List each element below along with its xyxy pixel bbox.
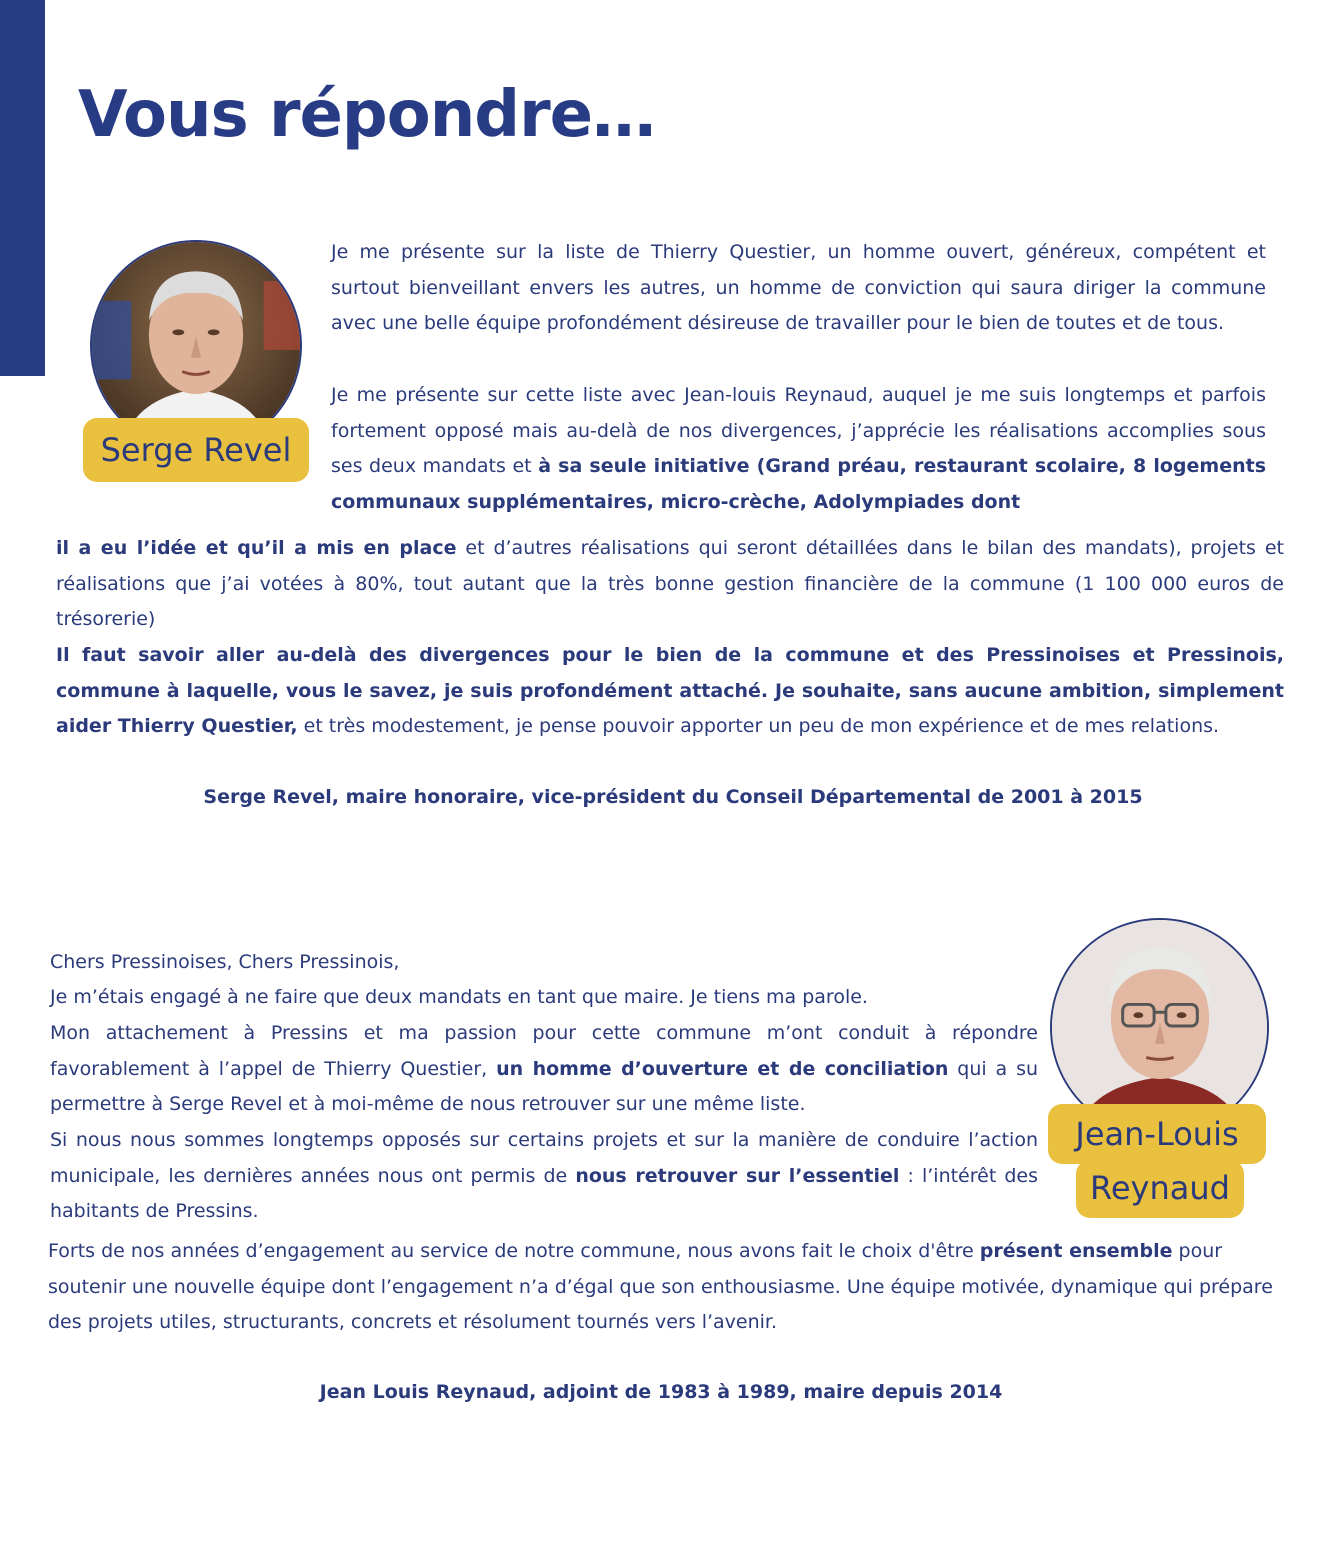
jl-p4-text2: : l’intérêt des habitants de Pressins. [50, 1164, 1038, 1223]
serge-p1-text: Je me présente sur la liste de Thierry Questier, un homme ouvert, généreux, compétent et surtout bienveillant envers les autres, un homme de conviction qui saura diriger la commune avec une belle équipe profondément désireuse de travailler pour le bien de toutes et de tous. [331, 241, 1266, 335]
portrait-illustration [1052, 920, 1267, 1135]
jl-paragraph-4 [50, 1123, 1038, 1230]
jl-signature: Jean Louis Reynaud, adjoint de 1983 à 1989, maire depuis 2014 [319, 1381, 1003, 1403]
jl-p4-text: Si nous nous sommes longtemps opposés sur certains projets et sur la manière de conduire l’action municipale, les dernières années nous ont permis de [50, 1129, 1038, 1187]
page-title: Vous répondre… [78, 78, 656, 152]
serge-revel-name-badge: Serge Revel [83, 418, 309, 482]
jl-p3-text2: qui a su permettre à Serge Revel et à moi-même de nous retrouver sur une même liste. [50, 1057, 1039, 1116]
jl-name-line-2: Reynaud [1090, 1169, 1230, 1207]
serge-p2-bold: à sa seule initiative (Grand préau, restaurant scolaire, 8 logements communaux supplémentaires, micro-crèche, Adolympiades dont [331, 455, 1267, 514]
jl-name-line-1: Jean-Louis [1075, 1115, 1239, 1153]
serge-p3-bold: il a eu l’idée et qu’il a mis en place [56, 537, 457, 559]
jl-greeting [50, 945, 1038, 981]
serge-p4-bold: Il faut savoir aller au-delà des divergences pour le bien de la commune et des Pressinoises et Pressinois, commune à laquelle, vous le savez, je suis profondément attaché. Je souhaite, sans aucune ambition, simplement aider Thierry Questier, [56, 644, 1284, 738]
serge-paragraph-4 [56, 638, 1284, 745]
jl-p5-bold: présent ensemble [979, 1240, 1173, 1262]
jl-p3-bold: un homme d’ouverture et de conciliation [496, 1057, 949, 1080]
serge-p3-text: et d’autres réalisations qui seront détaillées dans le bilan des mandats), projets et réalisations que j’ai votées à 80%, tout autant que la très bonne gestion financière de la commune (1 100 000 euros de trésorerie) [56, 537, 1284, 631]
accent-bar [0, 0, 45, 376]
jl-line-2 [50, 980, 1038, 1016]
serge-signature: Serge Revel, maire honoraire, vice-président du Conseil Départemental de 2001 à 2015 [203, 786, 1143, 808]
jl-p5-text: Forts de nos années d’engagement au service de notre commune, nous avons fait le choix d'être [48, 1240, 980, 1262]
jl-p3-text: Mon attachement à Pressins et ma passion pour cette commune m’ont conduit à répondre favorablement à l’appel de Thierry Questier, [50, 1022, 1038, 1080]
jl-l2-text: Je m’étais engagé à ne faire que deux mandats en tant que maire. Je tiens ma parole. [50, 986, 868, 1008]
jl-paragraph-3 [50, 1016, 1038, 1123]
serge-p2-text: Je me présente sur cette liste avec Jean-louis Reynaud, auquel je me suis longtemps et parfois fortement opposé mais au-delà de nos divergences, j’apprécie les réalisations accomplies sous ses deux mandats et [331, 384, 1266, 478]
serge-paragraph-1 [331, 235, 1266, 342]
jl-p4-bold: nous retrouver sur l’essentiel [575, 1164, 900, 1187]
jean-louis-reynaud-name-badge-line2 [1076, 1160, 1244, 1218]
jl-paragraph-5 [48, 1234, 1274, 1341]
jean-louis-reynaud-name-badge [1048, 1104, 1266, 1164]
serge-paragraph-2 [331, 378, 1266, 521]
jl-p5-text2: pour soutenir une nouvelle équipe dont l’engagement n’a d’égal que son enthousiasme. Une équipe motivée, dynamique qui prépare des projets utiles, structurants, concrets et résolument tournés vers l’avenir. [48, 1240, 1273, 1334]
jl-greeting-text: Chers Pressinoises, Chers Pressinois, [50, 951, 400, 973]
serge-p4-text: et très modestement, je pense pouvoir apporter un peu de mon expérience et de mes relations. [297, 715, 1220, 738]
serge-paragraph-3 [56, 531, 1284, 638]
